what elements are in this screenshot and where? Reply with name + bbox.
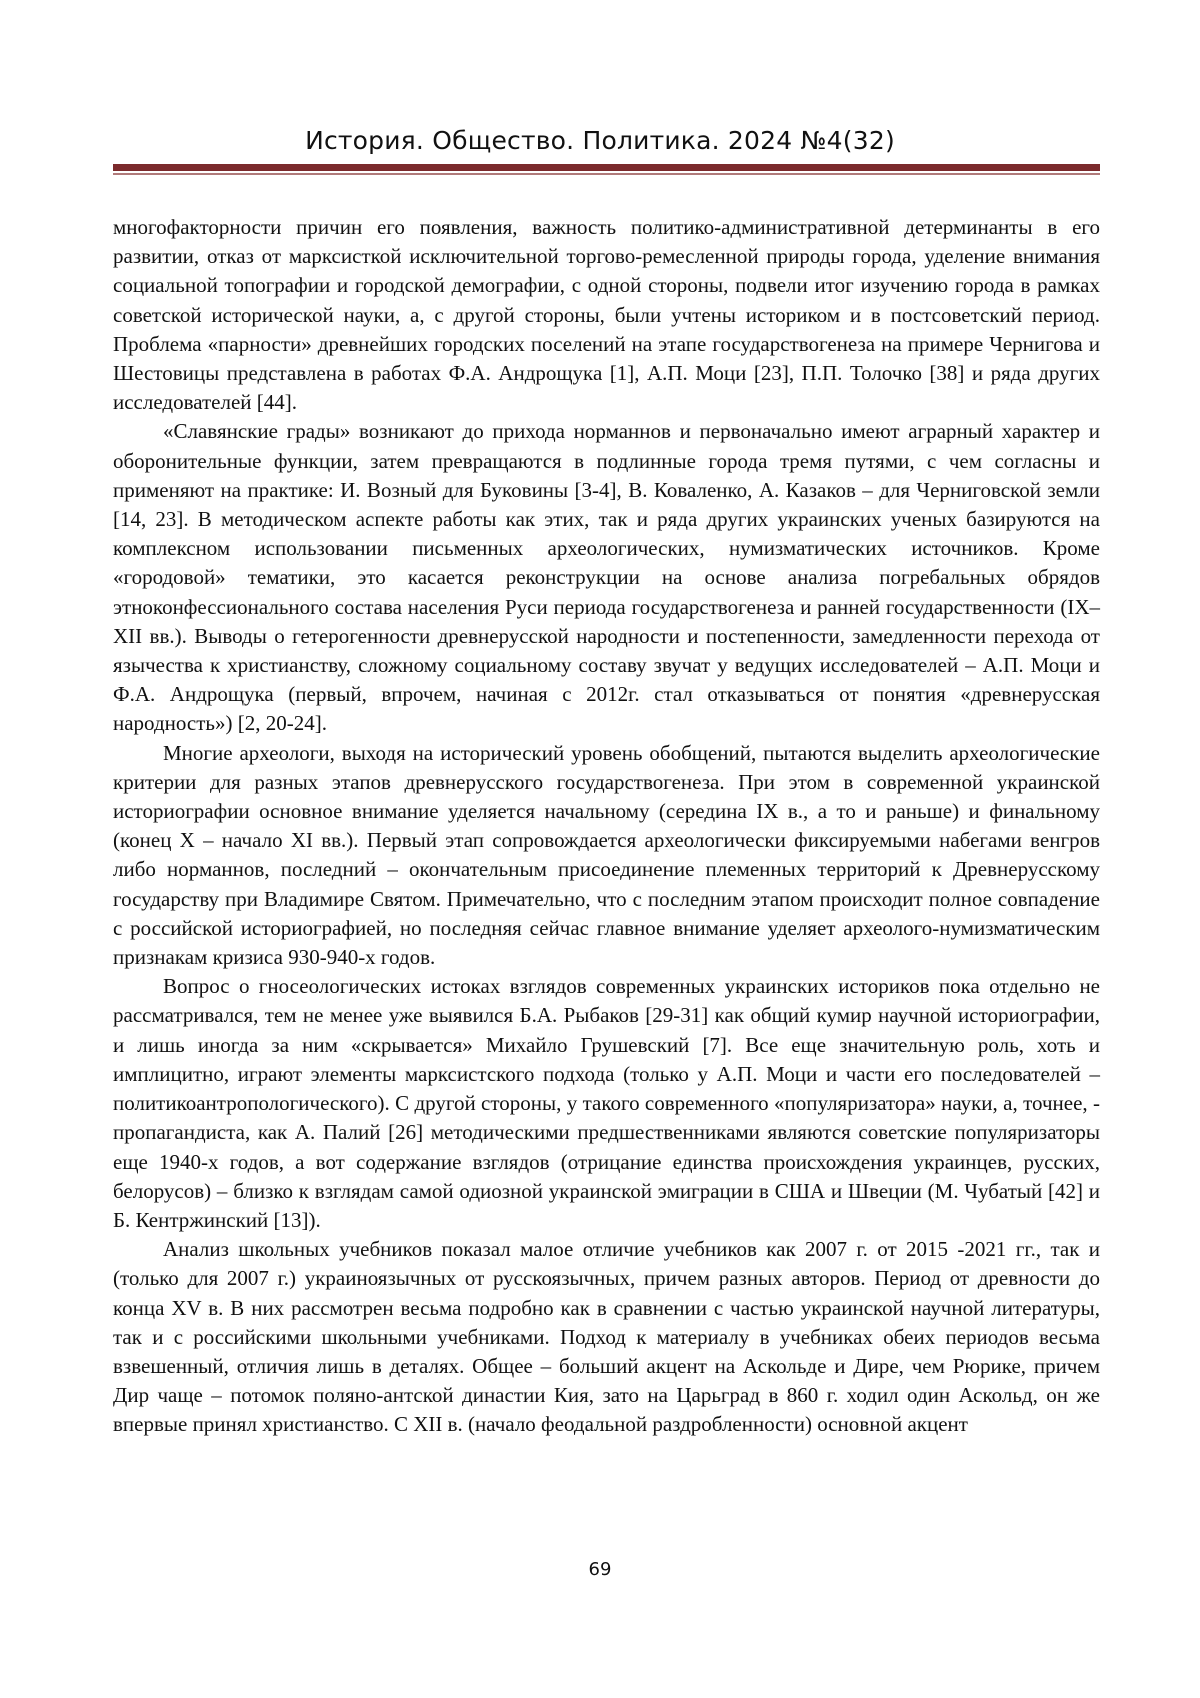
paragraph-5: Анализ школьных учебников показал малое отличие учебников как 2007 г. от 2015 -2021 гг., так и (только для 2007 г.) украиноязычных от русскоязычных, причем разных авторов. Период от древности до конца XV в. В них рассмотрен весьма подробно как в сравнении с частью украинской научной литературы, так и с российскими школьными учебниками. Подход к материалу в учебниках обеих периодов весьма взвешенный, отличия лишь в деталях. Общее – больший акцент на Аскольде и Дире, чем Рюрике, причем Дир чаще – потомок поляно-антской династии Кия, зато на Царьград в 860 г. ходил один Аскольд, он же впервые принял христианство. С XII в. (начало феодальной раздробленности) основной акцент xyxy=(113,1237,1100,1437)
paragraph-1: многофакторности причин его появления, важность политико-административной детерминанты в его развитии, отказ от марксисткой исключительной торгово-ремесленной природы города, уделение внимания социальной топографии и городской демографии, с одной стороны, подвели итог изучению города в рамках советской исторической науки, а, с другой стороны, были учтены историком и в постсоветский период. Проблема «парности» древнейших городских поселений на этапе государствогенеза на примере Чернигова и Шестовицы представлена в работах Ф.А. Андрощука [1], А.П. Моци [23], П.П. Толочко [38] и ряда других исследователей [44]. xyxy=(113,215,1100,415)
paragraph-4: Вопрос о гносеологических истоках взглядов современных украинских историков пока отдельно не рассматривался, тем не менее уже выявился Б.А. Рыбаков [29-31] как общий кумир научной историографии, и лишь иногда за ним «скрывается» Михайло Грушевский [7]. Все еще значительную роль, хоть и имплицитно, играют элементы марксистского подхода (только у А.П. Моци и части его последователей – политикоантропологического). С другой стороны, у такого современного «популяризатора» науки, а, точнее, - пропагандиста, как А. Палий [26] методическими предшественниками являются советские популяризаторы еще 1940-х годов, а вот содержание взглядов (отрицание единства происхождения украинцев, русских, белорусов) – близко к взглядам самой одиозной украинской эмиграции в США и Швеции (М. Чубатый [42] и Б. Кентржинский [13]). xyxy=(113,974,1100,1232)
page-number: 69 xyxy=(588,1559,612,1580)
journal-header-title: История. Общество. Политика. 2024 №4(32) xyxy=(305,126,895,155)
paragraph-3: Многие археологи, выходя на исторический уровень обобщений, пытаются выделить археологические критерии для разных этапов древнерусского государствогенеза. При этом в современной украинской историографии основное внимание уделяется начальному (середина IX в., а то и раньше) и финальному (конец X – начало XI вв.). Первый этап сопровождается археологически фиксируемыми набегами венгров либо норманнов, последний – окончательным присоединение племенных территорий к Древнерусскому государству при Владимире Святом. Примечательно, что с последним этапом происходит полное совпадение с российской историографией, но последняя сейчас главное внимание уделяет археолого-нумизматическим признакам кризиса 930-940-х годов. xyxy=(113,740,1100,970)
article-body xyxy=(113,213,1100,1440)
header-rule xyxy=(113,164,1100,171)
paragraph-2: «Славянские грады» возникают до прихода норманнов и первоначально имеют аграрный характер и оборонительные функции, затем превращаются в подлинные города тремя путями, с чем согласны и применяют на практике: И. Возный для Буковины [3-4], В. Коваленко, А. Казаков – для Черниговской земли [14, 23]. В методическом аспекте работы как этих, так и ряда других украинских ученых базируются на комплексном использовании письменных археологических, нумизматических источников. Кроме «городовой» тематики, это касается реконструкции на основе анализа погребальных обрядов этноконфессионального состава населения Руси периода государствогенеза и ранней государственности (IX–XII вв.). Выводы о гетерогенности древнерусской народности и постепенности, замедленности перехода от язычества к христианству, сложному социальному составу звучат у ведущих исследователей – А.П. Моци и Ф.А. Андрощука (первый, впрочем, начиная с 2012г. стал отказываться от понятия «древнерусская народность») [2, 20-24]. xyxy=(113,419,1100,736)
header-rule-thin xyxy=(113,173,1100,175)
